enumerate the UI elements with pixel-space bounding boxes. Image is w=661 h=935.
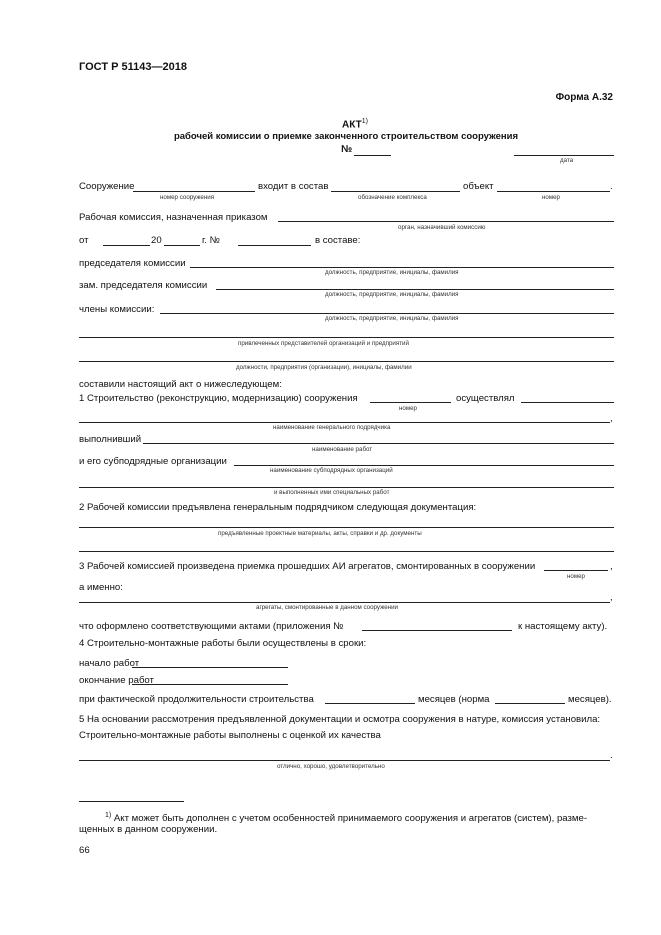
duration-line[interactable] xyxy=(325,703,415,704)
documents-line[interactable] xyxy=(79,527,614,528)
performed-caption: наименование работ xyxy=(312,446,373,453)
p1-number-caption: номер xyxy=(399,405,417,412)
documents-line-2[interactable] xyxy=(79,551,614,552)
act-number-line[interactable] xyxy=(354,155,391,156)
aggregates-end: , xyxy=(610,592,613,603)
footnote-mark: 1) xyxy=(105,812,112,819)
year-prefix: 20 xyxy=(151,235,162,246)
performed-label: выполнивший xyxy=(79,434,142,445)
aggregates-caption: агрегаты, смонтированные в данном сооружении xyxy=(256,604,399,611)
chairman-line[interactable] xyxy=(190,267,614,268)
deputy-label: зам. председателя комиссии xyxy=(79,280,208,291)
subcontractors-label: и его субподрядные организации xyxy=(79,456,227,467)
order-number-label: г. № xyxy=(202,235,220,246)
structure-end: . xyxy=(610,181,613,192)
quality-line[interactable] xyxy=(79,760,610,761)
from-label: от xyxy=(79,235,89,246)
months-end: месяцев). xyxy=(568,694,612,705)
duration-text: при фактической продолжительности строительства xyxy=(79,694,314,705)
standard-code: ГОСТ Р 51143—2018 xyxy=(79,61,187,73)
p5b-text: Строительно-монтажные работы выполнены с оценкой их качества xyxy=(79,730,381,741)
appendix-number-line[interactable] xyxy=(362,630,512,631)
date-line[interactable] xyxy=(514,155,614,156)
p2-text: 2 Рабочей комиссии предъявлена генеральным подрядчиком следующая документация: xyxy=(79,502,477,513)
special-works-caption: и выполненных ими специальных работ xyxy=(274,489,390,496)
p3-number-caption: номер xyxy=(567,573,585,580)
object-caption: номер xyxy=(542,194,560,201)
formalized-text: что оформлено соответствующими актами (приложения № xyxy=(79,621,344,632)
form-label: Форма А.32 xyxy=(555,92,613,103)
invited-line[interactable] xyxy=(79,337,614,338)
footnote-separator xyxy=(79,801,184,802)
members-label: члены комиссии: xyxy=(79,304,155,315)
invited-caption: привлеченных представителей организаций и предприятий xyxy=(238,340,409,347)
p1-number-line[interactable] xyxy=(370,402,451,403)
months-label: месяцев (норма xyxy=(418,694,490,705)
documents-caption: предъявленные проектные материалы, акты, справки и др. документы xyxy=(218,530,422,537)
object-label: объект xyxy=(463,181,494,192)
composition-label: в составе: xyxy=(315,235,361,246)
act-title xyxy=(342,118,368,130)
performed-line[interactable] xyxy=(143,443,614,444)
act-number-label: № xyxy=(341,144,353,155)
structure-number-line[interactable] xyxy=(133,191,255,192)
quality-end: . xyxy=(610,750,613,761)
footnote-text xyxy=(105,810,615,825)
contractor-caption: наименование генерального подрядчика xyxy=(273,424,391,431)
day-line[interactable] xyxy=(103,245,150,246)
act-footnote-mark: 1) xyxy=(361,118,368,125)
special-works-line[interactable] xyxy=(79,487,614,488)
deputy-caption: должность, предприятие, инициалы, фамилия xyxy=(325,291,459,298)
p3-text: 3 Рабочей комиссией произведена приемка прошедших АИ агрегатов, смонтированных в сооружении xyxy=(79,561,536,572)
members-caption: должность, предприятие, инициалы, фамилия xyxy=(325,315,459,322)
act-word: АКТ xyxy=(342,119,362,131)
namely-label: а именно: xyxy=(79,582,123,593)
subcontractors-line[interactable] xyxy=(234,465,614,466)
commission-label: Рабочая комиссия, назначенная приказом xyxy=(79,212,268,223)
part-of-label: входит в состав xyxy=(258,181,329,192)
norm-line[interactable] xyxy=(495,703,565,704)
intro-text: составили настоящий акт о нижеследующем: xyxy=(79,379,282,390)
page-number: 66 xyxy=(79,845,90,856)
start-label: начало работ xyxy=(79,658,140,669)
deputy-line[interactable] xyxy=(216,289,614,290)
p4-text: 4 Строительно-монтажные работы были осуществлены в сроки: xyxy=(79,638,367,649)
date-caption: дата xyxy=(560,157,574,164)
start-date-line[interactable] xyxy=(132,667,288,668)
commission-caption: орган, назначивший комиссию xyxy=(398,224,486,231)
complex-line[interactable] xyxy=(331,191,460,192)
contractor-line[interactable] xyxy=(79,422,610,423)
subcontractors-caption: наименование субподрядных организаций xyxy=(270,467,393,474)
year-line[interactable] xyxy=(164,245,200,246)
p3-number-line[interactable] xyxy=(544,570,608,571)
invited-line-2[interactable] xyxy=(79,361,614,362)
aggregates-line[interactable] xyxy=(79,602,610,603)
p3-end: , xyxy=(610,561,613,572)
footnote-line-1: Акт может быть дополнен с учетом особенностей принимаемого сооружения и агрегатов (систем), разме- xyxy=(113,813,588,825)
contractor-line-end: , xyxy=(610,413,613,424)
act-subtitle: рабочей комиссии о приемке законченного строительством сооружения xyxy=(173,131,519,142)
p5-text: 5 На основании рассмотрения предъявленной документации и осмотра сооружения в натуре, комиссия установила: xyxy=(79,714,601,725)
complex-caption: обозначение комплекса xyxy=(358,194,427,201)
footnote-line-2: щенных в данном сооружении. xyxy=(79,824,218,835)
structure-caption: номер сооружения xyxy=(160,194,215,201)
members-line[interactable] xyxy=(160,313,614,314)
p1-text: 1 Строительство (реконструкцию, модернизацию) сооружения xyxy=(79,393,358,404)
finish-date-line[interactable] xyxy=(132,684,288,685)
quality-caption: отлично, хорошо, удовлетворительно xyxy=(277,763,385,770)
finish-label: окончание работ xyxy=(79,675,154,686)
structure-label: Сооружение xyxy=(79,181,135,192)
p1-contractor-line[interactable] xyxy=(521,402,614,403)
chairman-caption: должность, предприятие, инициалы, фамилия xyxy=(325,269,459,276)
object-line[interactable] xyxy=(497,191,610,192)
commission-order-line[interactable] xyxy=(278,221,614,222)
order-number-line[interactable] xyxy=(238,245,311,246)
p1-tail: осуществлял xyxy=(456,393,515,404)
formalized-tail: к настоящему акту). xyxy=(518,621,608,632)
chairman-label: председателя комиссии xyxy=(79,258,186,269)
invited-caption-2: должности, предприятия (организации), инициалы, фамилии xyxy=(236,364,412,371)
